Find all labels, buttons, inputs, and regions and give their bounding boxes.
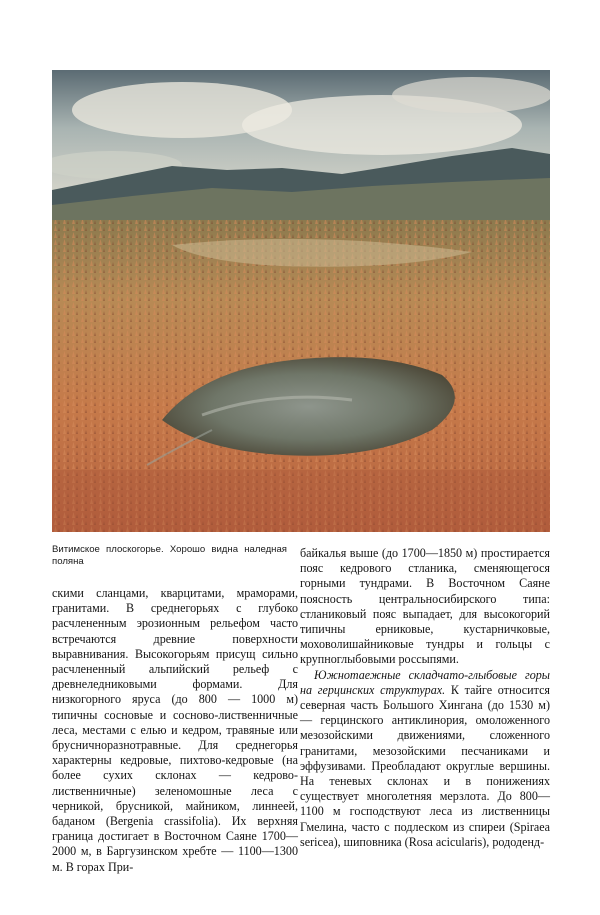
section-heading-italic: Южнотаежные складчато-глыбовые горы на герцинских структурах. xyxy=(300,667,550,697)
right-column-paragraph-2 xyxy=(300,668,550,850)
right-column-paragraph-2-body: К тайге относится северная часть Большого Хингана (до 1530 м) — герцинского антиклинория, омоложенного мезозойскими движениями, сложенного гранитами, мезозойскими песчаниками и эффузивами. Преобладают округлые вершины. На теневых склонах и в понижениях существует многолетняя мерзлота. До 800—1100 м господствуют леса из лиственницы Гмелина, часто с подлеском из спиреи (Spiraea sericea), шиповника (Rosa acicularis), рододенд- xyxy=(300,682,550,849)
photo-caption: Витимское плоскогорье. Хорошо видна наледная поляна xyxy=(52,544,287,567)
left-text-column xyxy=(52,586,298,875)
right-text-column xyxy=(300,546,550,850)
photo-illustration xyxy=(52,70,550,532)
right-column-paragraph-1: байкалья выше (до 1700—1850 м) простирается пояс кедрового стланика, сменяющегося горными тундрами. В Восточном Саяне поясность центральносибирского типа: стланиковый пояс выпадает, для высокогорий типичны ерниковые, кустарничковые, моховолишайниковые тундры и гольцы с крупноглыбовыми россыпями. xyxy=(300,546,550,667)
left-column-paragraph: скими сланцами, кварцитами, мраморами, гранитами. В среднегорьях с глубоко расчлененным эрозионным рельефом часто встречаются древние поверхности выравнивания. Высокогорьям присущ сильно расчлененный альпийский рельеф с древнеледниковыми формами. Для низкогорного яруса (до 800 — 1000 м) типичны сосновые и сосново-лиственничные леса, местами с елью и кедром, травяные или брусничноразнотравные. Для среднегорья характерны кедровые, пихтово-кедровые (на более сухих склонах — кедрово-лиственничные) зеленомошные леса с черникой, брусникой, майником, линнеей, баданом (Bergenia crassifolia). Их верхняя граница достигает в Восточном Саяне 1700—2000 м, в Баргузинском хребте — 1100—1300 м. В горах При- xyxy=(52,586,298,874)
landscape-photo xyxy=(52,70,550,532)
